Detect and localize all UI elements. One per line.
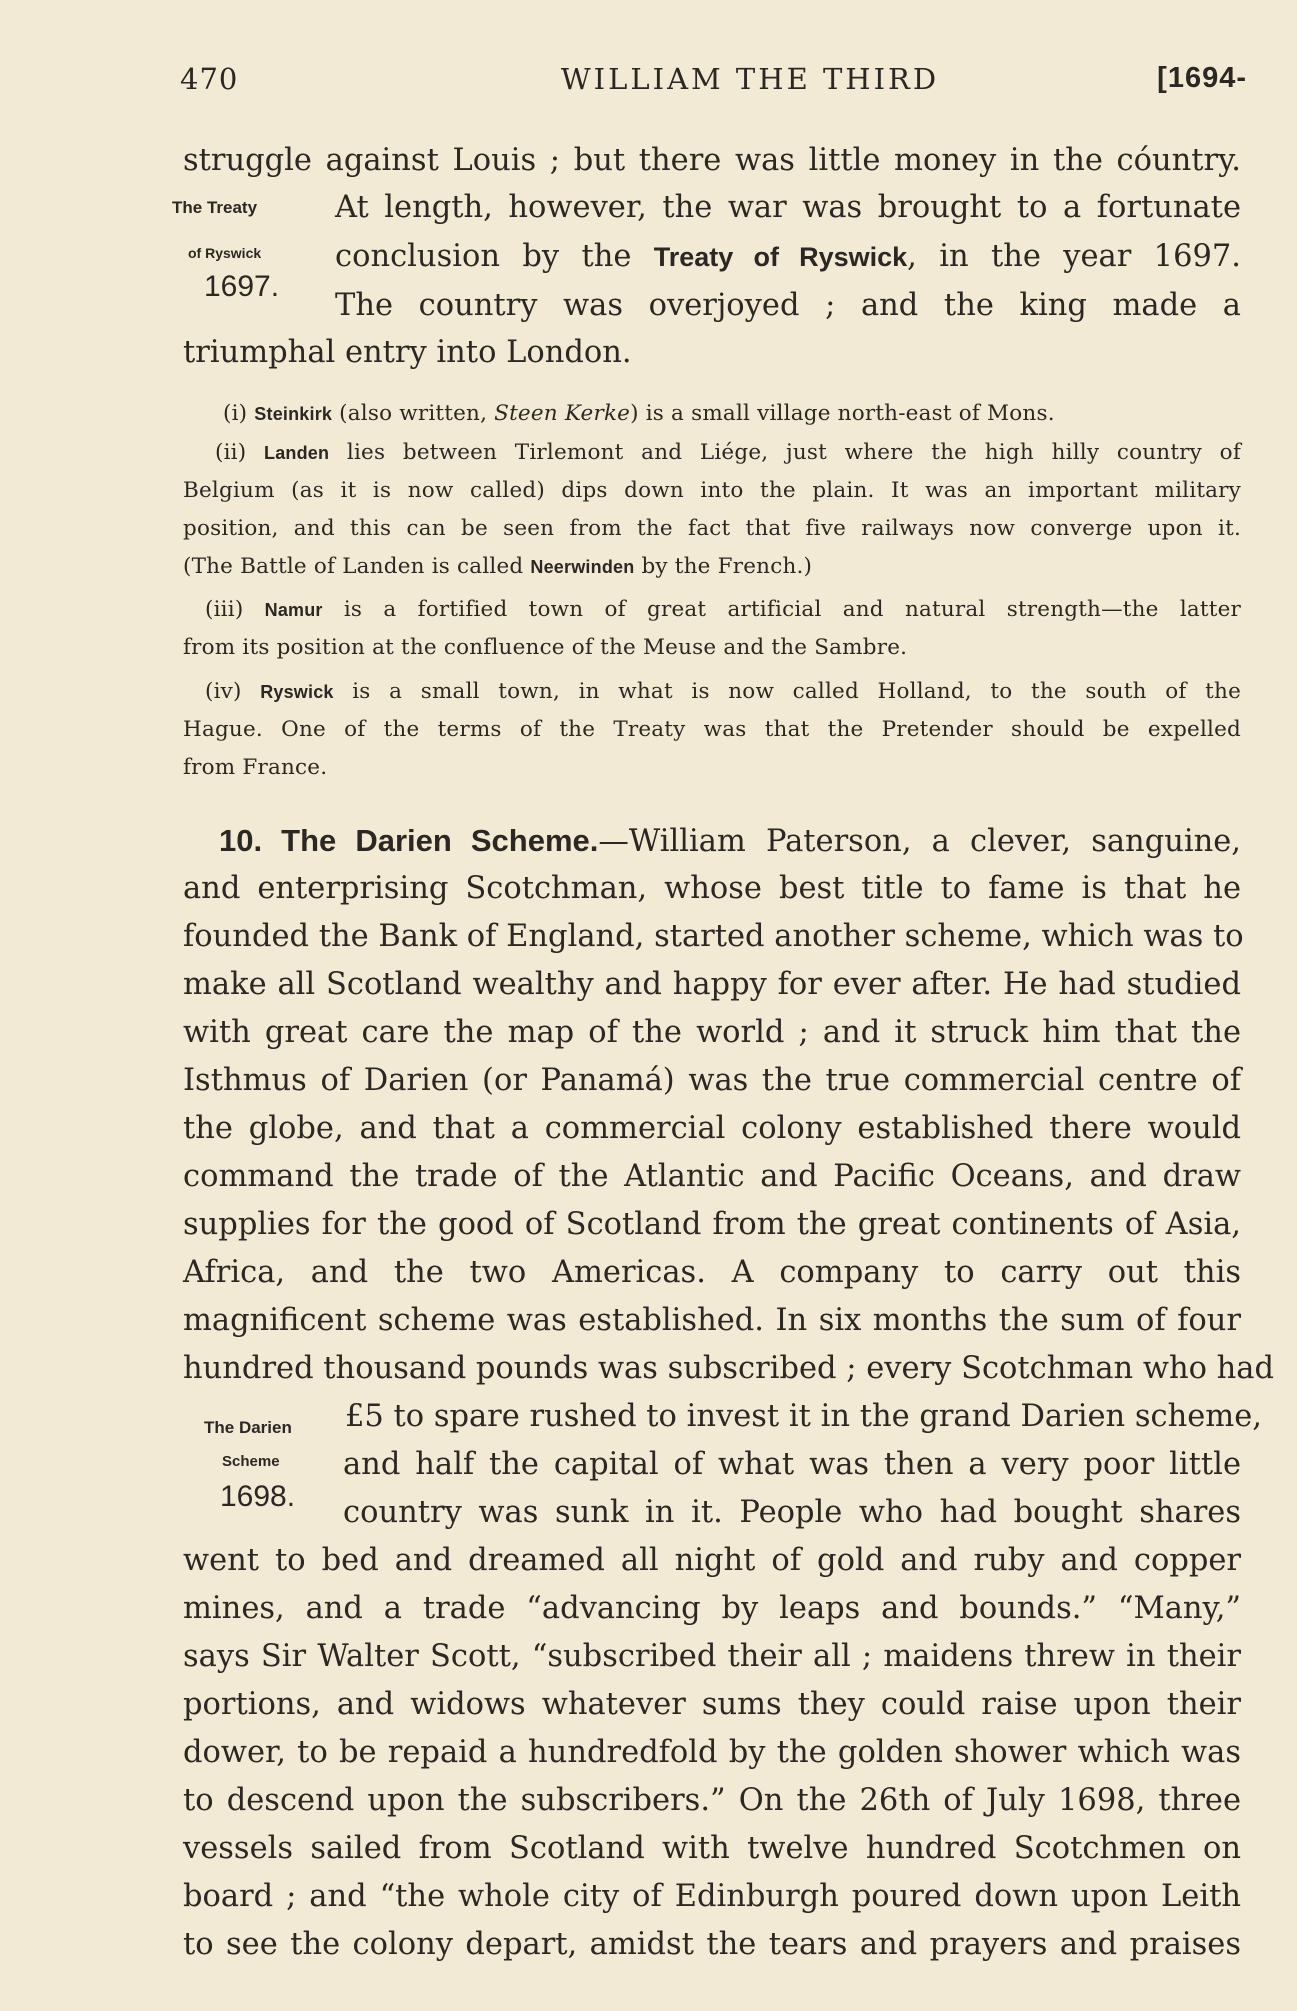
- text-line: and enterprising Scotchman, whose best title to fame is that he: [183, 871, 1241, 906]
- section-heading: 10. The Darien Scheme.: [219, 823, 599, 858]
- text-line: portions, and widows whatever sums they could raise upon their: [183, 1687, 1241, 1722]
- text-line: board ; and “the whole city of Edinburgh poured down upon Leith: [183, 1879, 1241, 1914]
- text-line: says Sir Walter Scott, “subscribed their all ; maidens threw in their: [183, 1639, 1241, 1674]
- text-line: At length, however, the war was brought to a fortunate: [335, 190, 1241, 225]
- margin-note-darien-1: The Darien: [204, 1418, 292, 1437]
- footnote-2-line: position, and this can be seen from the fact that five railways now converge upon it.: [183, 516, 1241, 541]
- treaty-of-ryswick: Treaty of Ryswick: [653, 242, 908, 272]
- text-line: dower, to be repaid a hundredfold by the golden shower which was: [183, 1735, 1241, 1770]
- text-line: struggle against Louis ; but there was little money in the cóuntry.: [183, 143, 1241, 178]
- text-line: Isthmus of Darien (or Panamá) was the true commercial centre of: [183, 1063, 1241, 1098]
- text-line: command the trade of the Atlantic and Pacific Oceans, and draw: [183, 1159, 1241, 1194]
- text-line: vessels sailed from Scotland with twelve hundred Scotchmen on: [183, 1831, 1241, 1866]
- footnote-2-line: Belgium (as it is now called) dips down into the plain. It was an important military: [183, 478, 1241, 503]
- footnote-2: (ii) Landen lies between Tirlemont and Liége, just where the high hilly country of: [215, 440, 1241, 465]
- margin-note-darien-2: Scheme: [222, 1453, 280, 1470]
- footnote-3: (iii) Namur is a fortified town of great artificial and natural strength—the latter: [205, 597, 1241, 622]
- text-line: mines, and a trade “advancing by leaps and bounds.” “Many,”: [183, 1591, 1241, 1626]
- footnote-1: (i) Steinkirk (also written, Steen Kerke) is a small village north-east of Mons.: [223, 401, 1055, 426]
- text-line: Africa, and the two Americas. A company to carry out this: [183, 1255, 1241, 1290]
- text-line: to see the colony depart, amidst the tears and prayers and praises: [183, 1927, 1241, 1962]
- text-line: and half the capital of what was then a very poor little: [343, 1447, 1241, 1482]
- text-line: country was sunk in it. People who had bought shares: [343, 1495, 1241, 1530]
- text-line: the globe, and that a commercial colony established there would: [183, 1111, 1241, 1146]
- margin-note-darien-year: 1698.: [220, 1480, 296, 1513]
- margin-note-treaty-year: 1697.: [204, 270, 280, 303]
- text-line: hundred thousand pounds was subscribed ; every Scotchman who had: [183, 1351, 1275, 1386]
- footnote-4: (iv) Ryswick is a small town, in what is now called Holland, to the south of the: [205, 679, 1241, 704]
- margin-note-treaty-2: of Ryswick: [188, 245, 262, 261]
- footnote-4-line: from France.: [183, 755, 328, 780]
- text-line: founded the Bank of England, started another scheme, which was to: [183, 919, 1244, 954]
- running-title: WILLIAM THE THIRD: [560, 62, 940, 96]
- text-line: with great care the map of the world ; and it struck him that the: [183, 1015, 1241, 1050]
- footnote-3-line: from its position at the confluence of the Meuse and the Sambre.: [183, 635, 908, 660]
- footnote-2-line: (The Battle of Landen is called Neerwinden by the French.): [183, 554, 813, 579]
- page-header: [180, 62, 1247, 102]
- text-line: The country was overjoyed ; and the king made a: [335, 288, 1241, 323]
- text-line: to descend upon the subscribers.” On the 26th of July 1698, three: [183, 1783, 1241, 1818]
- footnote-4-line: Hague. One of the terms of the Treaty was that the Pretender should be expelled: [183, 717, 1241, 742]
- section-heading-line: 10. The Darien Scheme.—William Paterson, a clever, sanguine,: [219, 823, 1241, 859]
- page-number: 470: [180, 62, 239, 96]
- text-line: £5 to spare rushed to invest it in the grand Darien scheme,: [345, 1399, 1262, 1434]
- text-line: triumphal entry into London.: [183, 335, 632, 370]
- text-line: conclusion by the Treaty of Ryswick, in the year 1697.: [335, 239, 1241, 274]
- text-line: supplies for the good of Scotland from the great continents of Asia,: [183, 1207, 1241, 1242]
- margin-note-treaty-1: The Treaty: [172, 198, 258, 217]
- header-year-range: [1694-: [1157, 62, 1247, 94]
- text-line: make all Scotland wealthy and happy for ever after. He had studied: [183, 967, 1241, 1002]
- text-line: magnificent scheme was established. In six months the sum of four: [183, 1303, 1241, 1338]
- text-line: went to bed and dreamed all night of gold and ruby and copper: [183, 1543, 1241, 1578]
